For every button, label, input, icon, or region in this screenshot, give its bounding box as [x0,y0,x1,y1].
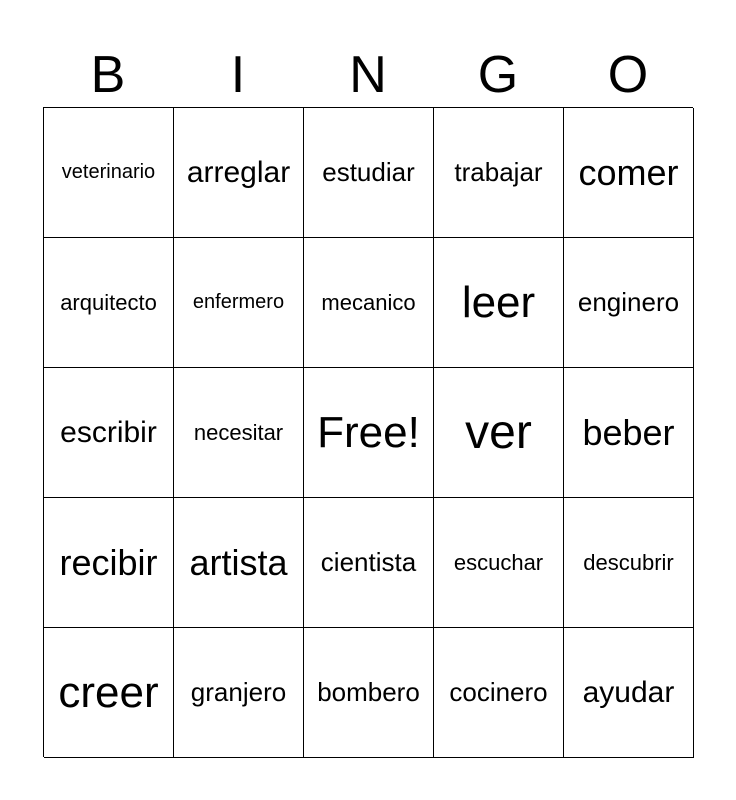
bingo-cell-free: Free! [304,368,434,498]
bingo-cell: enfermero [174,238,304,368]
bingo-cell: veterinario [44,108,174,238]
bingo-cell: creer [44,628,174,758]
header-letter-i: I [230,46,246,104]
bingo-cell: cientista [304,498,434,628]
header-letter-b: B [90,46,126,104]
bingo-cell: bombero [304,628,434,758]
bingo-cell: arreglar [174,108,304,238]
header-letter-g: G [477,46,519,104]
bingo-cell: necesitar [174,368,304,498]
bingo-header [43,44,693,106]
bingo-cell: leer [434,238,564,368]
bingo-cell: escuchar [434,498,564,628]
bingo-cell: trabajar [434,108,564,238]
bingo-cell: mecanico [304,238,434,368]
bingo-cell: escribir [44,368,174,498]
bingo-cell: artista [174,498,304,628]
bingo-cell: recibir [44,498,174,628]
bingo-cell: enginero [564,238,694,368]
bingo-cell: beber [564,368,694,498]
bingo-cell: descubrir [564,498,694,628]
bingo-cell: ver [434,368,564,498]
bingo-cell: comer [564,108,694,238]
header-letter-o: O [607,46,649,104]
bingo-cell: arquitecto [44,238,174,368]
bingo-card-grid [43,107,693,757]
bingo-cell: cocinero [434,628,564,758]
bingo-cell: ayudar [564,628,694,758]
bingo-cell: granjero [174,628,304,758]
header-letter-n: N [349,46,387,104]
bingo-cell: estudiar [304,108,434,238]
